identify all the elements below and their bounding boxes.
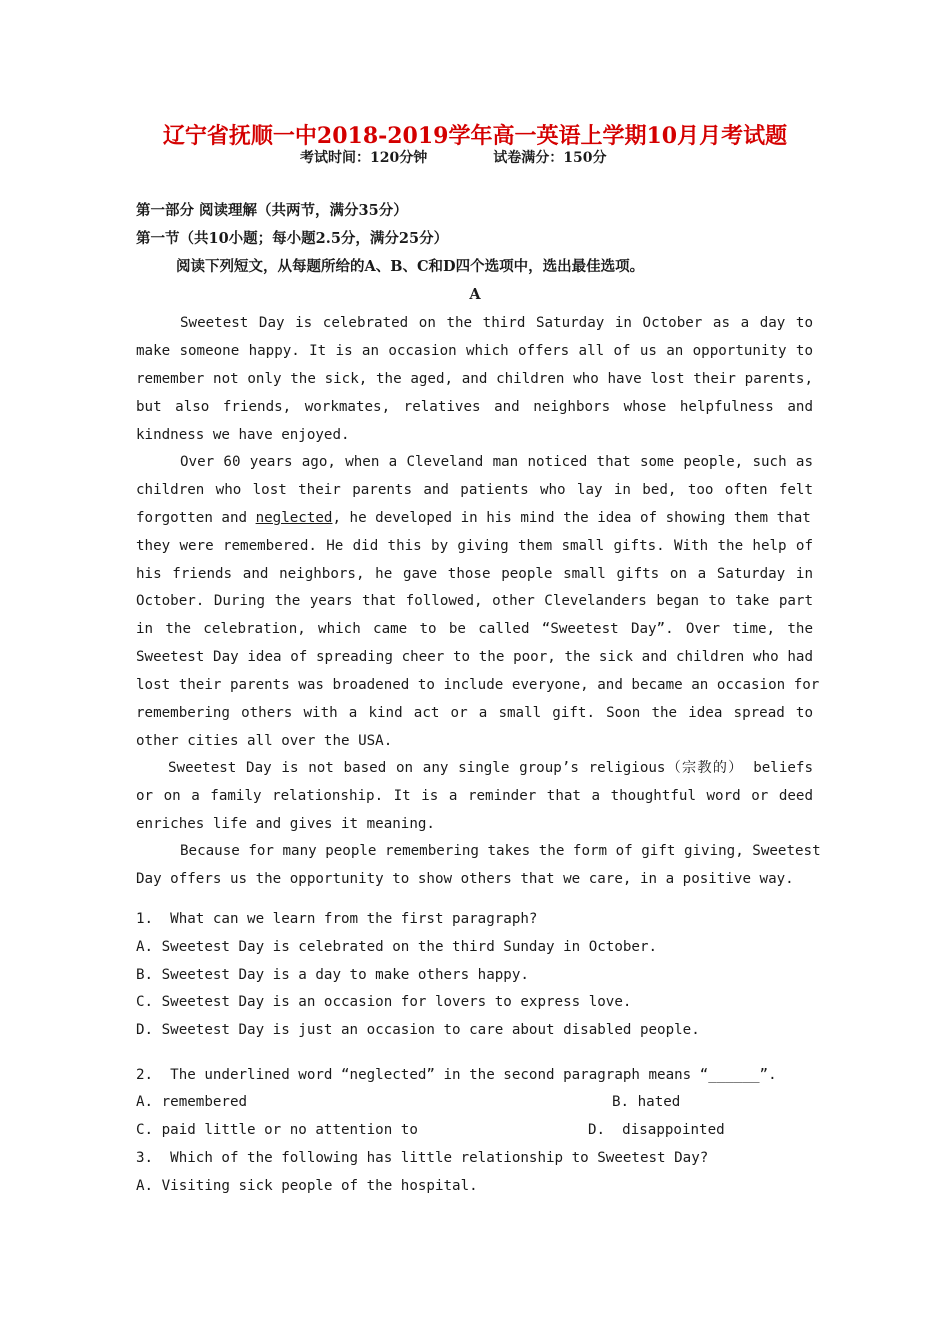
passage-line: Day offers us the opportunity to show others that we care, in a positive way.	[136, 871, 794, 887]
question-3-option-a: A. Visiting sick people of the hospital.	[136, 1178, 478, 1194]
passage-line: Sweetest Day is celebrated on the third Saturday in October as a day to	[180, 315, 813, 331]
passage-line: Sweetest Day idea of spreading cheer to the poor, the sick and children who had	[136, 649, 813, 665]
question-3-stem: 3. Which of the following has little relationship to Sweetest Day?	[136, 1150, 709, 1166]
passage-line: his friends and neighbors, he gave those people small gifts on a Saturday in	[136, 566, 813, 582]
passage-line: but also friends, workmates, relatives and neighbors whose helpfulness and	[136, 399, 813, 415]
passage-text: forgotten and	[136, 510, 256, 526]
passage-line: lost their parents was broadened to include everyone, and became an occasion for	[136, 677, 820, 693]
passage-line: children who lost their parents and patients who lay in bed, too often felt	[136, 482, 813, 498]
section-part-heading: 第一部分 阅读理解（共两节，满分35分）	[136, 202, 408, 219]
exam-info	[300, 148, 606, 168]
question-2-option-d: D. disappointed	[588, 1122, 725, 1138]
passage-line: Over 60 years ago, when a Cleveland man noticed that some people, such as	[180, 454, 813, 470]
passage-line: other cities all over the USA.	[136, 733, 393, 749]
question-1-option-d: D. Sweetest Day is just an occasion to care about disabled people.	[136, 1022, 700, 1038]
question-2-option-a: A. remembered	[136, 1094, 248, 1110]
passage-line: Sweetest Day is not based on any single group’s religious（宗教的） beliefs	[168, 760, 813, 776]
question-1-option-c: C. Sweetest Day is an occasion for lovers to express love.	[136, 994, 632, 1010]
exam-time: 考试时间：120分钟	[300, 150, 428, 166]
passage-line: kindness we have enjoyed.	[136, 427, 350, 443]
exam-score: 试卷满分：150分	[493, 150, 607, 166]
passage-line: they were remembered. He did this by giving them small gifts. With the help of	[136, 538, 813, 554]
question-2-stem: 2. The underlined word “neglected” in the second paragraph means “______”.	[136, 1067, 777, 1083]
question-1-option-a: A. Sweetest Day is celebrated on the third Sunday in October.	[136, 939, 658, 955]
passage-line: remembering others with a kind act or a small gift. Soon the idea spread to	[136, 705, 813, 721]
passage-line-underlined	[136, 508, 813, 528]
section-subpart-heading: 第一节（共10小题；每小题2.5分，满分25分）	[136, 230, 449, 247]
passage-text: , he developed in his mind the idea of showing them that	[332, 510, 811, 526]
question-1-stem: 1. What can we learn from the first paragraph?	[136, 911, 538, 927]
section-instruction: 阅读下列短文，从每题所给的A、B、C和D四个选项中，选出最佳选项。	[176, 258, 645, 275]
passage-line: or on a family relationship. It is a reminder that a thoughtful word or deed	[136, 788, 813, 804]
passage-line: in the celebration, which came to be called “Sweetest Day”. Over time, the	[136, 621, 813, 637]
question-1-option-b: B. Sweetest Day is a day to make others happy.	[136, 967, 529, 983]
exam-title: 辽宁省抚顺一中2018-2019学年高一英语上学期10月月考试题	[162, 123, 788, 149]
question-2-option-b: B. hated	[612, 1094, 681, 1110]
passage-line: make someone happy. It is an occasion which offers all of us an opportunity to	[136, 343, 813, 359]
passage-line: remember not only the sick, the aged, and children who have lost their parents,	[136, 371, 813, 387]
passage-label: A	[469, 286, 481, 303]
question-2-option-c: C. paid little or no attention to	[136, 1122, 418, 1138]
passage-line: Because for many people remembering takes the form of gift giving, Sweetest	[180, 843, 821, 859]
passage-line: October. During the years that followed, other Clevelanders began to take part	[136, 593, 813, 609]
underlined-word-neglected: neglected	[255, 510, 333, 526]
passage-line: enriches life and gives it meaning.	[136, 816, 435, 832]
